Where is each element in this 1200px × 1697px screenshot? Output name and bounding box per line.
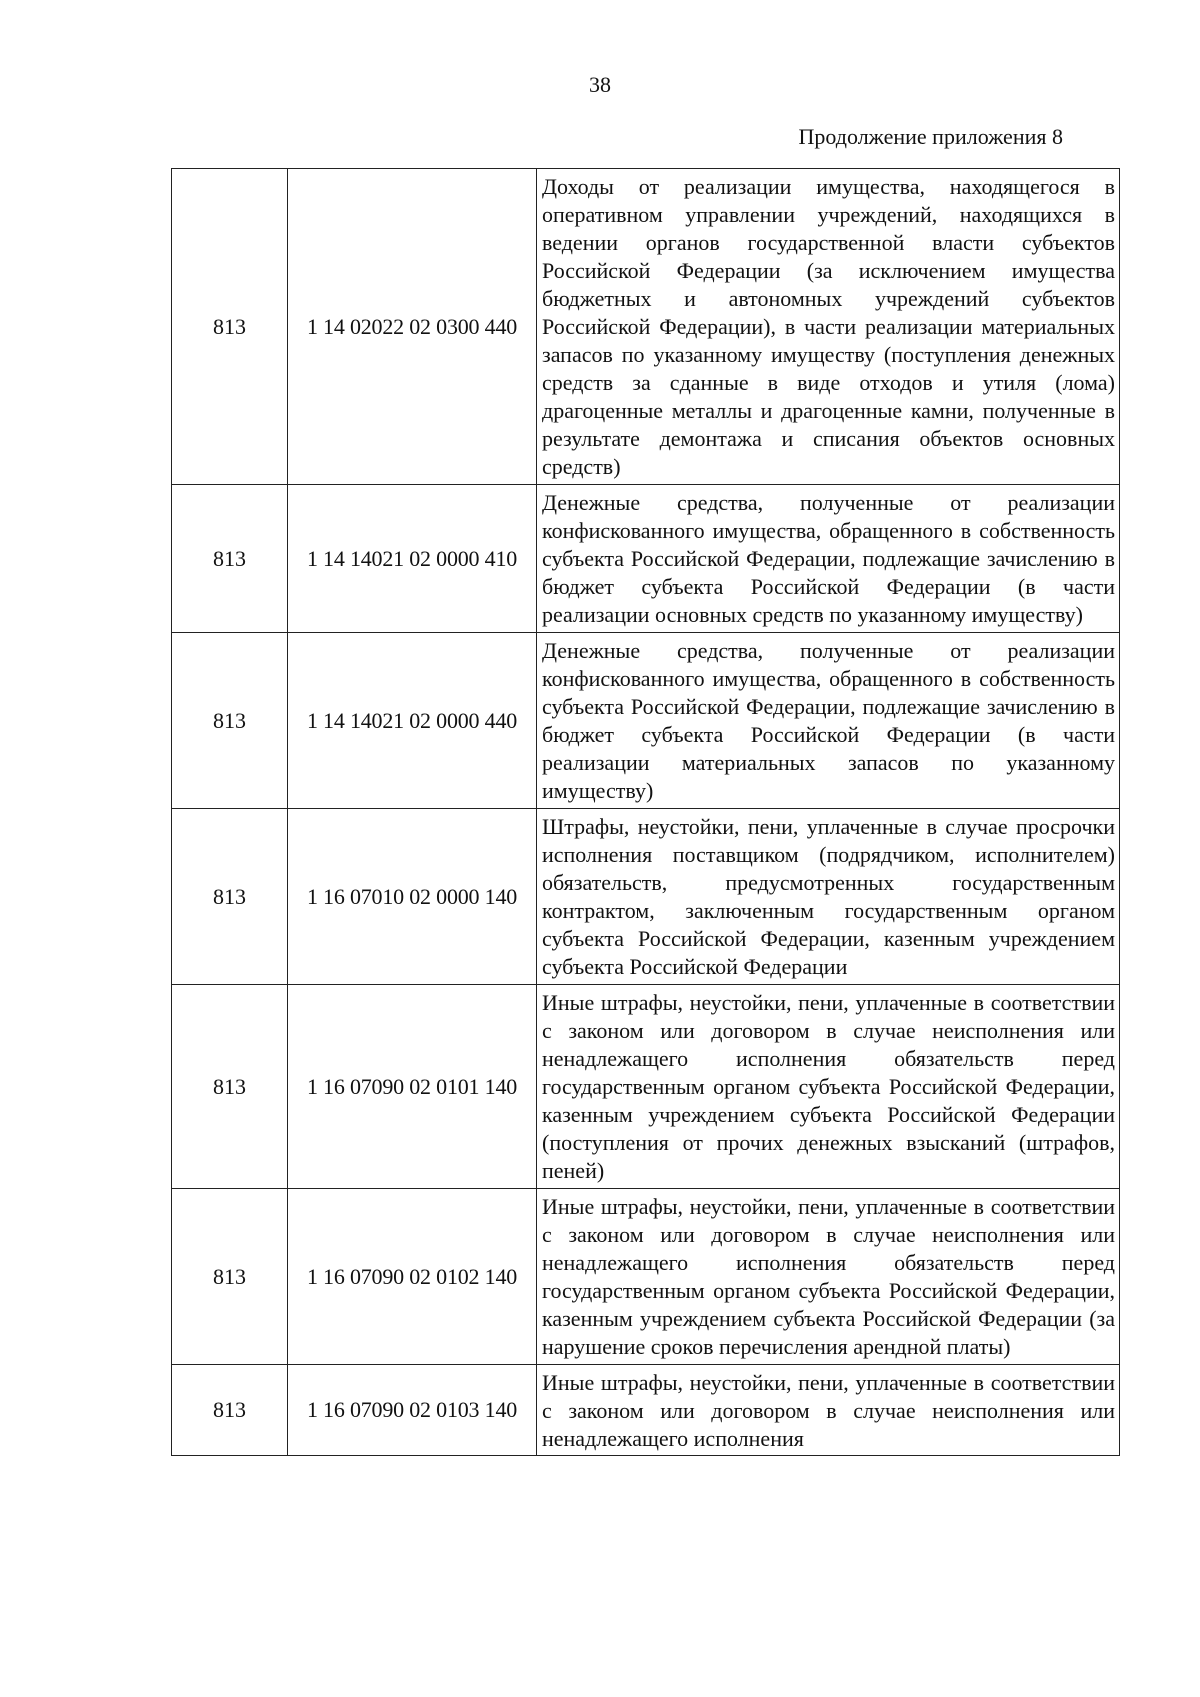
budget-classification-code-cell: 1 16 07010 02 0000 140 — [288, 809, 537, 985]
admin-code-cell: 813 — [172, 633, 288, 809]
admin-code-cell: 813 — [172, 809, 288, 985]
description-cell — [537, 633, 1120, 809]
budget-classification-code-cell: 1 16 07090 02 0102 140 — [288, 1189, 537, 1365]
budget-classification-code-cell: 1 16 07090 02 0103 140 — [288, 1365, 537, 1456]
description-cell — [537, 809, 1120, 985]
description-cell — [537, 169, 1120, 485]
description-text: Иные штрафы, неустойки, пени, уплаченные в соответствии с законом или договором в случае неисполнения или ненадлежащего исполнения обязательств перед государственным органом субъекта Российской Федерации, казенным учреждением субъекта Российской Федерации (поступления от прочих денежных взысканий (штрафов, пеней) — [542, 990, 1115, 1183]
description-text: Иные штрафы, неустойки, пени, уплаченные в соответствии с законом или договором в случае неисполнения или ненадлежащего исполнения обязательств перед государственным органом субъекта Российской Федерации, казенным учреждением субъекта Российской Федерации (за нарушение сроков перечисления арендной платы) — [542, 1194, 1115, 1359]
budget-classification-code-cell: 1 14 14021 02 0000 410 — [288, 485, 537, 633]
description-cell — [537, 1365, 1120, 1456]
admin-code-cell: 813 — [172, 985, 288, 1189]
table-row — [172, 1365, 1120, 1456]
admin-code-cell: 813 — [172, 485, 288, 633]
admin-code-cell: 813 — [172, 169, 288, 485]
table-row — [172, 169, 1120, 485]
description-text: Денежные средства, полученные от реализации конфискованного имущества, обращенного в собственность субъекта Российской Федерации, подлежащие зачислению в бюджет субъекта Российской Федерации (в части реализации основных средств по указанному имуществу) — [542, 490, 1115, 627]
revenue-codes-table — [171, 168, 1120, 1456]
budget-classification-code-cell: 1 14 14021 02 0000 440 — [288, 633, 537, 809]
table-row — [172, 809, 1120, 985]
appendix-continuation-note: Продолжение приложения 8 — [798, 124, 1063, 149]
page-number: 38 — [589, 72, 611, 97]
description-cell — [537, 1189, 1120, 1365]
description-text: Денежные средства, полученные от реализации конфискованного имущества, обращенного в собственность субъекта Российской Федерации, подлежащие зачислению в бюджет субъекта Российской Федерации (в части реализации материальных запасов по указанному имуществу) — [542, 638, 1115, 803]
description-text: Доходы от реализации имущества, находящегося в оперативном управлении учреждений, находящихся в ведении органов государственной власти субъектов Российской Федерации (за исключением имущества бюджетных и автономных учреждений субъектов Российской Федерации), в части реализации материальных запасов по указанному имуществу (поступления денежных средств за сданные в виде отходов и утиля (лома) драгоценные металлы и драгоценные камни, полученные в результате демонтажа и списания объектов основных средств) — [542, 174, 1115, 479]
table-row — [172, 633, 1120, 809]
table-row — [172, 985, 1120, 1189]
description-cell — [537, 485, 1120, 633]
description-text: Иные штрафы, неустойки, пени, уплаченные в соответствии с законом или договором в случае неисполнения или ненадлежащего исполнения — [542, 1370, 1115, 1451]
table-row — [172, 485, 1120, 633]
description-cell — [537, 985, 1120, 1189]
budget-classification-code-cell: 1 14 02022 02 0300 440 — [288, 169, 537, 485]
budget-classification-code-cell: 1 16 07090 02 0101 140 — [288, 985, 537, 1189]
description-text: Штрафы, неустойки, пени, уплаченные в случае просрочки исполнения поставщиком (подрядчиком, исполнителем) обязательств, предусмотренных государственным контрактом, заключенным государственным органом субъекта Российской Федерации, казенным учреждением субъекта Российской Федерации — [542, 814, 1115, 979]
admin-code-cell: 813 — [172, 1189, 288, 1365]
table-row — [172, 1189, 1120, 1365]
admin-code-cell: 813 — [172, 1365, 288, 1456]
